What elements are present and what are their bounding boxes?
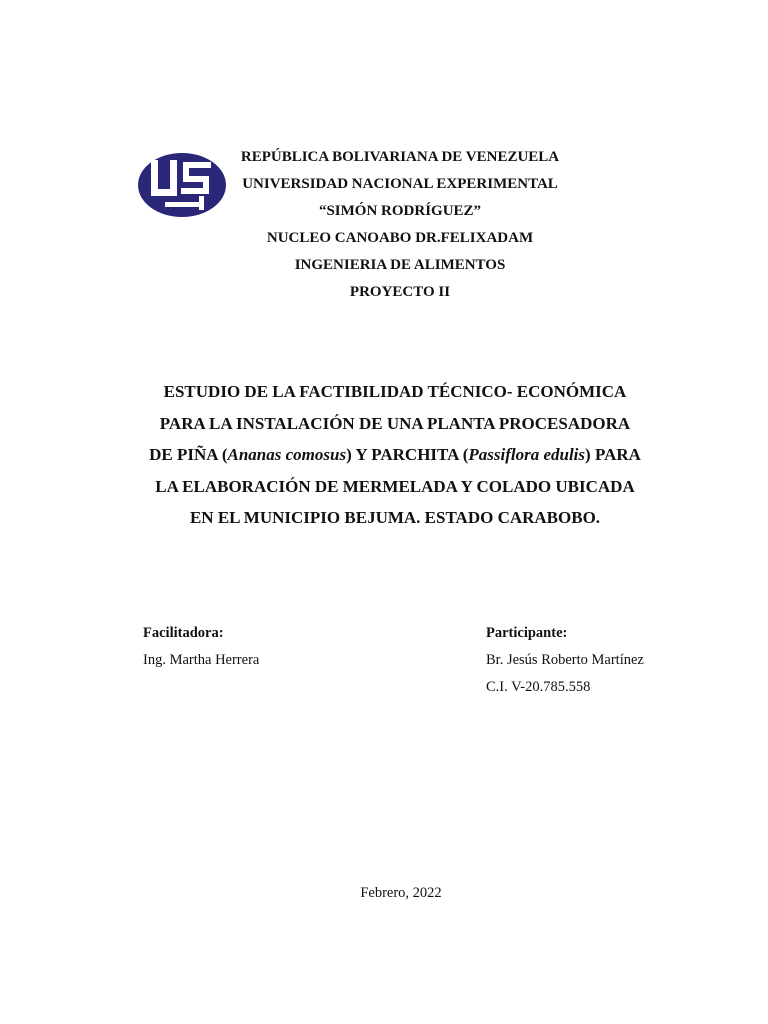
header-line: REPÚBLICA BOLIVARIANA DE VENEZUELA	[240, 149, 560, 165]
header-line: UNIVERSIDAD NACIONAL EXPERIMENTAL	[242, 176, 558, 192]
participante-id: C.I. V-20.785.558	[486, 679, 591, 695]
document-date: Febrero, 2022	[360, 885, 442, 901]
scientific-name: Passiflora edulis	[468, 445, 586, 464]
title-text: ) Y PARCHITA (	[346, 445, 469, 464]
title-line: PARA LA INSTALACIÓN DE UNA PLANTA PROCESADORA	[159, 413, 631, 433]
facilitadora-name: Ing. Martha Herrera	[143, 652, 260, 668]
participante-block	[486, 620, 644, 701]
scientific-name: Ananas comosus	[227, 445, 347, 464]
document-title	[100, 376, 690, 534]
title-line: EN EL MUNICIPIO BEJUMA. ESTADO CARABOBO.	[189, 508, 601, 527]
title-line: LA ELABORACIÓN DE MERMELADA Y COLADO UBICADA	[155, 476, 635, 496]
participante-heading: Participante:	[486, 625, 568, 641]
title-line	[100, 439, 690, 471]
title-text: ) PARA	[585, 445, 641, 464]
facilitadora-heading: Facilitadora:	[143, 625, 224, 641]
institution-header	[200, 144, 600, 306]
title-line: ESTUDIO DE LA FACTIBILIDAD TÉCNICO- ECONÓMICA	[163, 382, 627, 401]
header-line: INGENIERIA DE ALIMENTOS	[294, 257, 506, 273]
header-line: “SIMÓN RODRÍGUEZ”	[318, 203, 482, 219]
participante-name: Br. Jesús Roberto Martínez	[486, 652, 644, 668]
facilitadora-block	[143, 620, 259, 674]
header-line: NUCLEO CANOABO DR.FELIXADAM	[266, 230, 534, 246]
header-line: PROYECTO II	[349, 284, 451, 300]
title-text: DE PIÑA (	[149, 445, 228, 464]
